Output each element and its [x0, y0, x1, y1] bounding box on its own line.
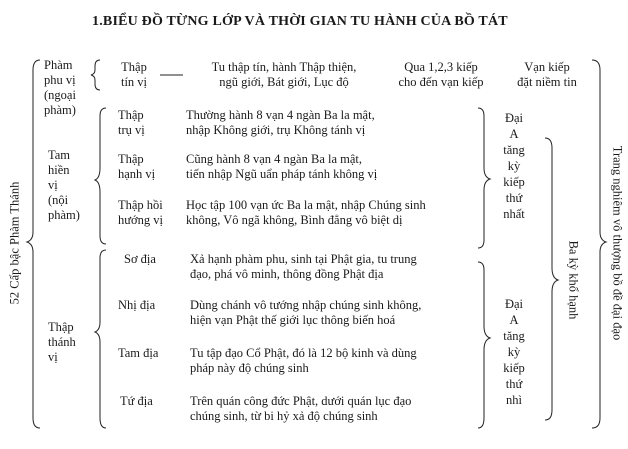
thap-tin-result: Vạn kiếp đặt niềm tin [517, 60, 577, 89]
row-tam-dia-name: Tam địa [118, 346, 159, 360]
tam-hien-brace [95, 108, 106, 244]
row-thap-hoi-huong-name: Thập hồi hướng vị [118, 198, 163, 227]
row-thap-hanh-name: Thập hạnh vị [118, 152, 156, 181]
middle-vertical-label: Ba kỳ khổ hạnh [566, 240, 581, 320]
row-tu-dia-desc: Trên quán công đức Phật, dưới quán lục đạo chúng sinh, từ bi hỷ xả độ chúng sinh [190, 394, 412, 423]
kiep1-brace [478, 108, 490, 248]
row-thap-tru-name: Thập trụ vị [118, 108, 145, 137]
row-so-dia-name: Sơ địa [124, 252, 156, 266]
row-so-dia-desc: Xả hạnh phàm phu, sinh tại Phật gia, tu trung đạo, phá vô minh, thông đồng Phật địa [190, 252, 417, 281]
row-thap-hoi-huong-desc: Học tập 100 vạn ức Ba la mật, nhập Chúng sinh không, Vô ngã không, Bình đẳng vô biệt dị [186, 198, 426, 227]
row-nhi-dia-desc: Dùng chánh vô tướng nhập chúng sinh không, hiện vạn Phật thế giới lục thông biến hoá [190, 298, 422, 327]
kiep-thu-nhi: Đại A tăng kỳ kiếp thứ nhì [503, 297, 525, 407]
row-thap-hanh-desc: Cũng hành 8 vạn 4 ngàn Ba la mật, tiến nhập Ngũ uẩn pháp tánh không vị [186, 152, 378, 181]
group-thap-thanh: Thập thánh vị [48, 320, 76, 364]
row-nhi-dia-name: Nhị địa [118, 298, 156, 312]
kiep-thu-nhat: Đại A tăng kỳ kiếp thứ nhất [503, 111, 525, 221]
left-vertical-label: 52 Cấp bậc Phàm Thánh [7, 181, 22, 305]
outer-right-brace [592, 60, 606, 428]
outer-left-brace [27, 60, 40, 428]
page-title: 1.BIỂU ĐỒ TỪNG LỚP VÀ THỜI GIAN TU HÀNH CỦA BỒ TÁT [92, 14, 508, 29]
thap-tin-desc: Tu thập tín, hành Thập thiện, ngũ giới, Bát giới, Lục độ [211, 60, 357, 89]
group-tam-hien: Tam hiền vị (nội phàm) [48, 148, 80, 222]
row-tu-dia-name: Tứ địa [120, 394, 153, 408]
thap-thanh-brace [95, 250, 106, 428]
thap-tin-name: Thập tín vị [120, 60, 148, 89]
row-tam-dia-desc: Tu tập đạo Cổ Phật, đó là 12 bộ kinh và dùng pháp này độ chúng sinh [190, 346, 417, 375]
kiep2-brace [478, 262, 490, 428]
pham-phu-brace [91, 60, 100, 90]
thap-tin-time: Qua 1,2,3 kiếp cho đến vạn kiếp [398, 60, 484, 89]
group-pham-phu: Phàm phu vị (ngoại phàm) [44, 58, 76, 117]
row-thap-tru-desc: Thường hành 8 vạn 4 ngàn Ba la mật, nhập Không giới, trụ Không tánh vị [186, 108, 375, 137]
ba-ky-brace [545, 138, 558, 420]
right-vertical-label: Trang nghiêm vô thượng bồ đề đại đạo [610, 145, 625, 341]
